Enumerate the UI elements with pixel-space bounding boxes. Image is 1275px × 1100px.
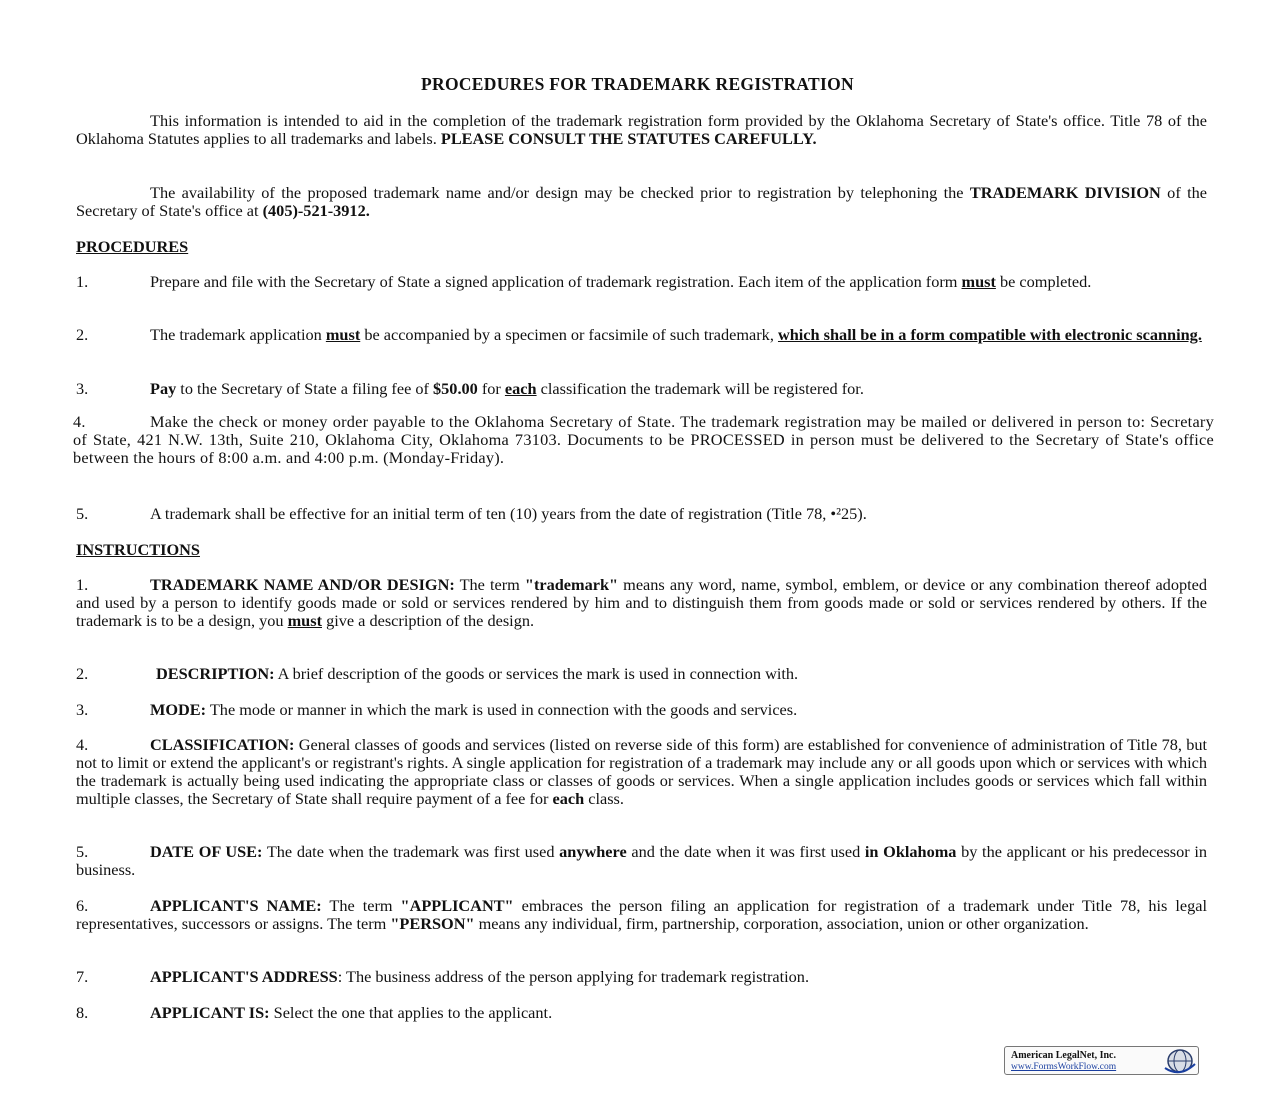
instruction-item-2: 2. DESCRIPTION: A brief description of the goods or services the mark is used in connection with. [76,664,799,683]
procedure-item-3: 3. Pay to the Secretary of State a filing fee of $50.00 for each classification the trademark will be registered for. [76,379,864,398]
procedures-heading: PROCEDURES [76,237,189,256]
instructions-heading: INSTRUCTIONS [76,540,200,559]
procedure-item-4: 4. Make the check or money order payable to the Oklahoma Secretary of State. The trademark registration may be mailed or delivered in person to: Secretary of State, 421 N.W. 13th, Suite 210, Oklahoma City, Oklahoma 73103. Documents to be PROCESSED in person must be delivered to the Secretary of State's office between the hours of 8:00 a.m. and 4:00 p.m. (Monday-Friday). [73,412,1214,467]
page-title: PROCEDURES FOR TRADEMARK REGISTRATION [421,74,854,94]
instruction-item-3: 3. MODE: The mode or manner in which the mark is used in connection with the goods and services. [76,700,798,719]
instruction-item-6: 6. APPLICANT'S NAME: The term "APPLICANT" embraces the person filing an application for registration of a trademark under Title 78, his legal representatives, successors or assigns. The term "PERSON" means any individual, firm, partnership, corporation, association, union or other organization. [76,896,1207,933]
procedure-item-5: 5. A trademark shall be effective for an initial term of ten (10) years from the date of registration (Title 78, •²25). [76,504,867,523]
footer-website-link[interactable]: www.FormsWorkFlow.com [1011,1062,1117,1072]
instruction-item-8: 8. APPLICANT IS: Select the one that applies to the applicant. [76,1003,553,1022]
intro-paragraph-1: This information is intended to aid in the completion of the trademark registration form provided by the Oklahoma Secretary of State's office. Title 78 of the Oklahoma Statutes applies to all trademarks and labels. PLEASE CONSULT THE STATUTES CAREFULLY. [76,111,1207,148]
instruction-item-4: 4. CLASSIFICATION: General classes of goods and services (listed on reverse side of this form) are established for convenience of administration of Title 78, but not to limit or extend the applicant's or registrant's rights. A single application for registration of a trademark may include any or all goods upon which or services with which the trademark is actually being used indicating the appropriate class or classes of goods or services. When a single application includes goods or services which fall within multiple classes, the Secretary of State shall require payment of a fee for each class. [76,735,1207,808]
footer-company-name: American LegalNet, Inc. [1011,1050,1116,1061]
intro-paragraph-2: The availability of the proposed trademark name and/or design may be checked prior to registration by telephoning the TRADEMARK DIVISION of the Secretary of State's office at (405)-521-3912. [76,183,1207,220]
procedure-item-1: 1. Prepare and file with the Secretary of State a signed application of trademark registration. Each item of the application form must be completed. [76,272,1092,291]
instruction-item-7: 7. APPLICANT'S ADDRESS: The business address of the person applying for trademark registration. [76,967,810,986]
instruction-item-5: 5. DATE OF USE: The date when the trademark was first used anywhere and the date when it was first used in Oklahoma by the applicant or his predecessor in business. [76,842,1208,879]
procedure-item-2: 2. The trademark application must be accompanied by a specimen or facsimile of such trademark, which shall be in a form compatible with electronic scanning. [76,325,1202,344]
instruction-item-1: 1. TRADEMARK NAME AND/OR DESIGN: The term "trademark" means any word, name, symbol, emblem, or device or any combination thereof adopted and used by a person to identify goods made or sold or services rendered by him and to distinguish them from goods made or sold or services rendered by others. If the trademark is to be a design, you must give a description of the design. [76,575,1207,630]
footer-logo [1004,1046,1199,1075]
globe-icon [1162,1048,1196,1074]
